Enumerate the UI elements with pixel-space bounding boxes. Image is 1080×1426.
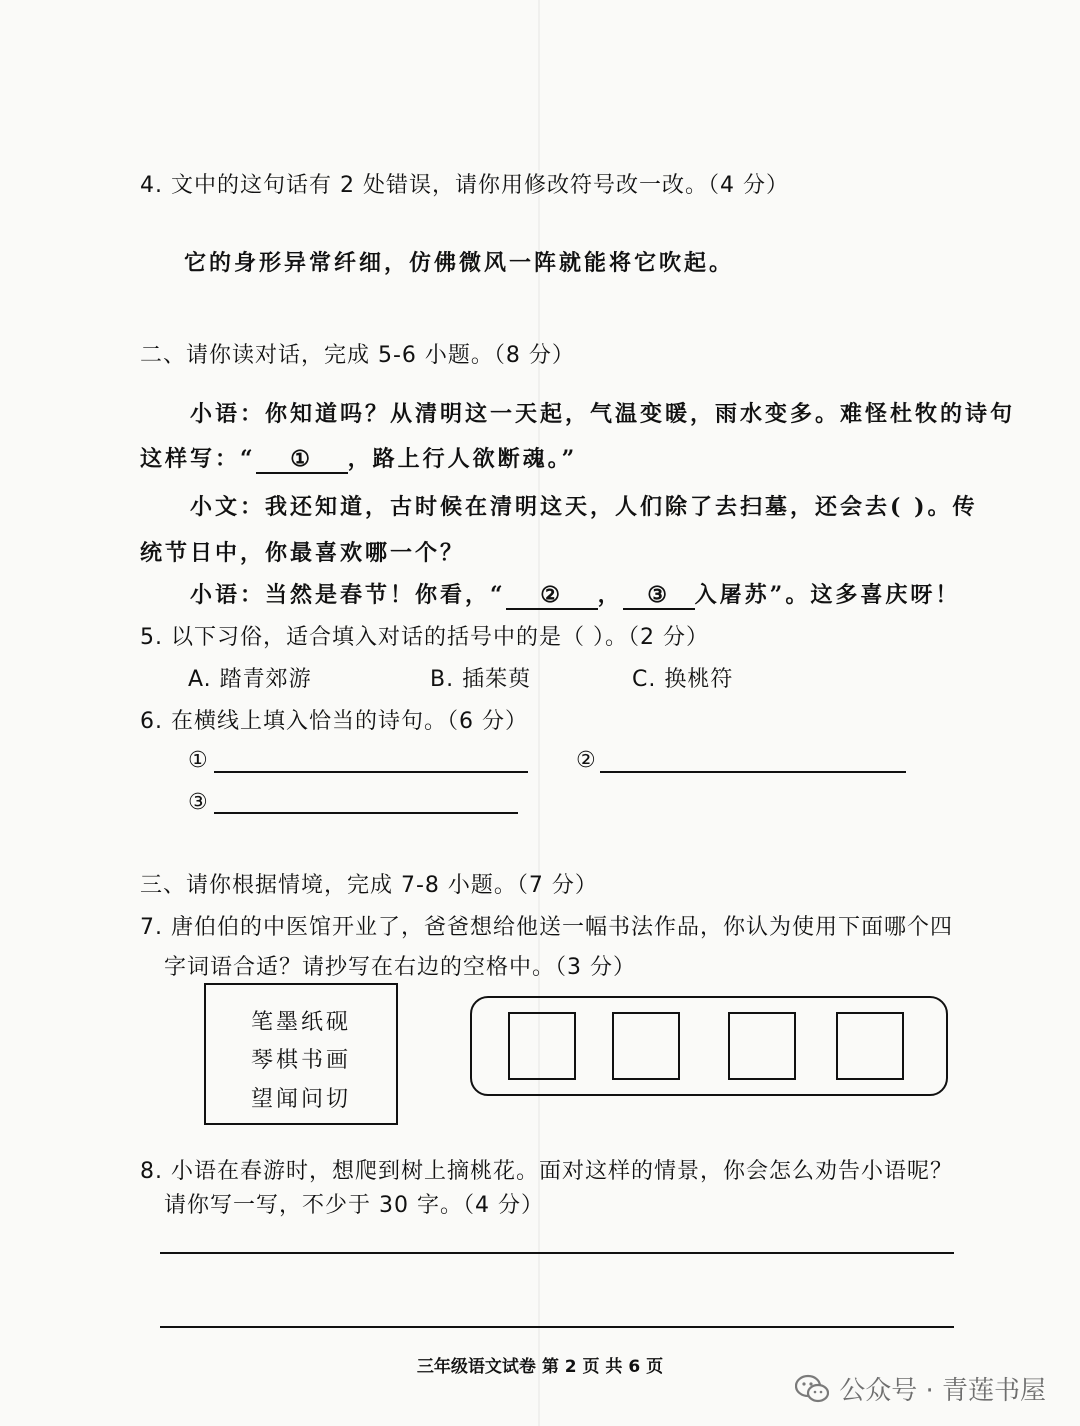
answer-cell-4[interactable]: [836, 1012, 904, 1080]
q6-answer-line-3[interactable]: [214, 812, 518, 814]
wechat-icon: [795, 1374, 829, 1404]
section3-heading: 三、请你根据情境，完成 7-8 小题。（7 分）: [140, 873, 598, 898]
q6-answer-line-2[interactable]: [600, 771, 906, 773]
word-options-box: [204, 983, 398, 1125]
dialogue-line-1a: 小语：你知道吗？从清明这一天起，气温变暖，雨水变多。难怪杜牧的诗句: [190, 401, 1016, 427]
dialogue-line-1b: 这样写：“ ① ，路上行人欲断魂。”: [140, 446, 578, 472]
q6-mark-3: ③: [188, 790, 209, 815]
q4-sentence: 它的身形异常纤细，仿佛微风一阵就能将它吹起。: [184, 250, 735, 276]
q8-line-2: 请你写一写，不少于 30 字。（4 分）: [164, 1193, 544, 1218]
dialogue-line-2a: 小文：我还知道，古时候在清明这天，人们除了去扫墓，还会去( )。传: [190, 494, 978, 520]
word-option-2: 琴棋书画: [250, 1048, 351, 1073]
q6-mark-2: ②: [576, 748, 597, 773]
section2-heading: 二、请你读对话，完成 5-6 小题。（8 分）: [140, 343, 575, 368]
blank-3[interactable]: ③: [623, 582, 695, 610]
blank-1[interactable]: ①: [256, 446, 348, 474]
page-footer: 三年级语文试卷 第 2 页 共 6 页: [416, 1357, 664, 1377]
answer-cell-3[interactable]: [728, 1012, 796, 1080]
q7-line-1: 7. 唐伯伯的中医馆开业了，爸爸想给他送一幅书法作品，你认为使用下面哪个四: [140, 915, 953, 940]
word-option-1: 笔墨纸砚: [250, 1010, 351, 1035]
answer-cell-1[interactable]: [508, 1012, 576, 1080]
q8-answer-line-2[interactable]: [160, 1326, 954, 1328]
q6-answer-line-1[interactable]: [214, 771, 528, 773]
q5-option-c[interactable]: C. 换桃符: [632, 667, 734, 692]
q5-option-a[interactable]: A. 踏青郊游: [188, 667, 312, 692]
answer-grid-frame: [470, 996, 948, 1096]
q7-line-2: 字词语合适？请抄写在右边的空格中。（3 分）: [164, 955, 636, 980]
q6-title: 6. 在横线上填入恰当的诗句。（6 分）: [140, 709, 528, 734]
q8-answer-line-1[interactable]: [160, 1252, 954, 1254]
answer-cell-2[interactable]: [612, 1012, 680, 1080]
blank-2[interactable]: ②: [506, 582, 598, 610]
dialogue-line-3: 小语：当然是春节！你看，“ ② ， ③ 入屠苏”。这多喜庆呀！: [190, 582, 961, 608]
word-option-3: 望闻问切: [250, 1087, 351, 1112]
q4-title: 4. 文中的这句话有 2 处错误，请你用修改符号改一改。（4 分）: [140, 173, 789, 198]
q5-title: 5. 以下习俗，适合填入对话的括号中的是（ ）。（2 分）: [140, 625, 709, 650]
q6-mark-1: ①: [188, 748, 209, 773]
wechat-watermark: [795, 1370, 1046, 1407]
dialogue-line-2b: 统节日中，你最喜欢哪一个？: [140, 540, 466, 566]
watermark-text: 公众号 · 青莲书屋: [839, 1376, 1046, 1406]
q5-option-b[interactable]: B. 插茱萸: [430, 667, 532, 692]
q8-line-1: 8. 小语在春游时，想爬到树上摘桃花。面对这样的情景，你会怎么劝告小语呢？: [140, 1159, 953, 1184]
